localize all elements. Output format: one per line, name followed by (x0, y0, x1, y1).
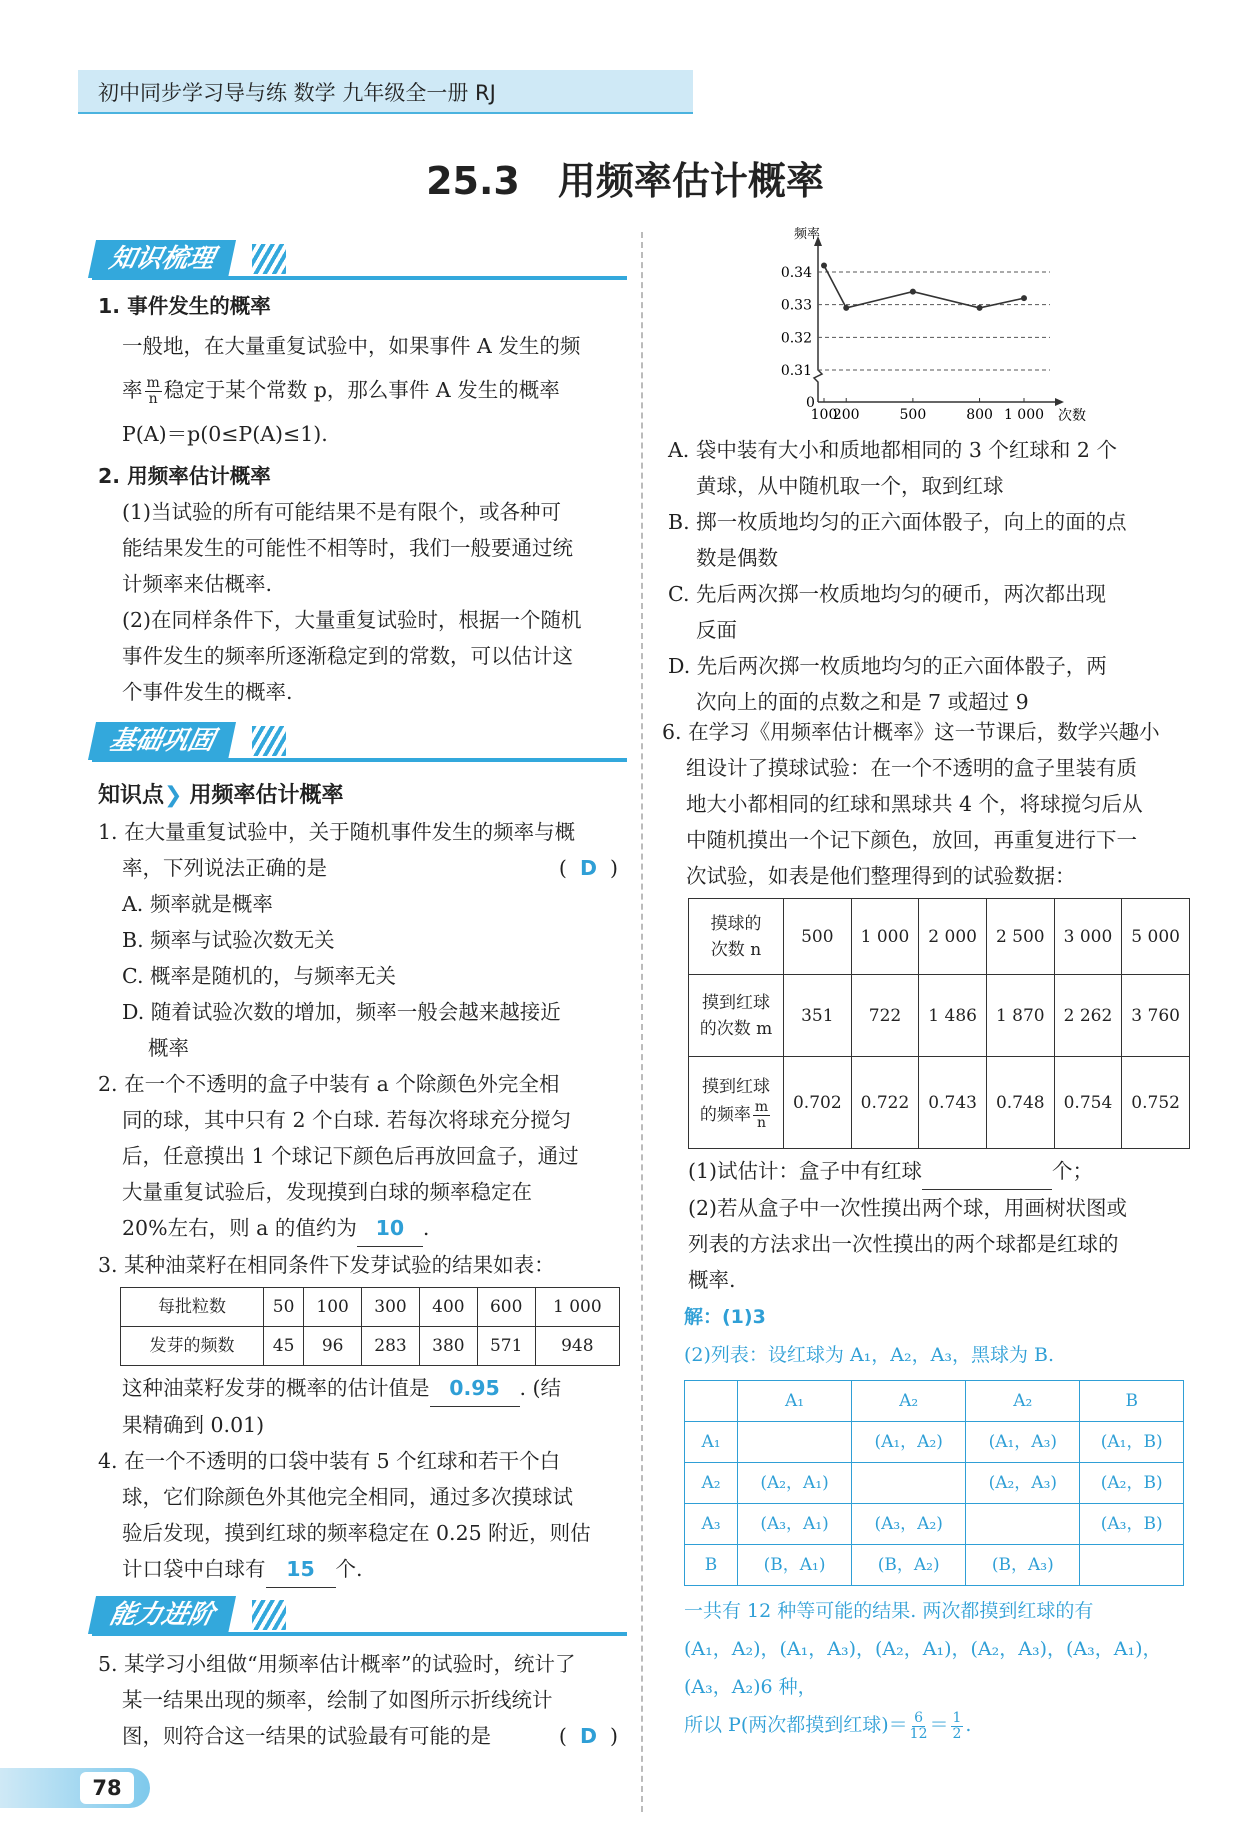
data-point (821, 262, 827, 268)
frequency-line-chart (760, 222, 1100, 432)
y-axis (814, 242, 822, 402)
q4-l1: 4. 在一个不透明的口袋中装有 5 个红球和若干个白 (98, 1449, 561, 1473)
solution-header-row: A₁ A₂ A₂ B (685, 1381, 1184, 1422)
solution-table (684, 1380, 1184, 1586)
solution-row: A₃ (A₃，A₁) (A₃，A₂) (A₃，B) (685, 1504, 1184, 1545)
q3-answer: 0.95 (430, 1370, 520, 1407)
q5-option-a: A. 袋中装有大小和质地都相同的 3 个红球和 2 个 黄球，从中随机取一个，取到红球 (668, 438, 1117, 498)
q3-row2: 发芽的频数 45 96 283 380 571 948 (121, 1327, 620, 1366)
q2-l1: 2. 在一个不透明的盒子中装有 a 个除颜色外完全相 (98, 1072, 560, 1096)
page-title: 25.3 用频率估计概率 (426, 159, 824, 203)
q6-sub2-l1: (2)若从盒子中一次性摸出两个球，用画树状图或 (688, 1196, 1128, 1220)
q1-l1: 1. 在大量重复试验中，关于随机事件发生的频率与概 (98, 820, 576, 844)
solution-c3: (A₃，A₂)6 种， (684, 1676, 817, 1698)
q1-option-c: C. 概率是随机的，与频率无关 (122, 964, 396, 988)
q3-table (120, 1287, 620, 1366)
q5-l2: 某一结果出现的频率，绘制了如图所示折线统计 (122, 1688, 553, 1712)
book-header (78, 70, 693, 114)
section-basic (92, 722, 627, 762)
solution-s2: (2)列表：设红球为 A₁，A₂，A₃，黑球为 B. (684, 1344, 1055, 1366)
section-advanced (92, 1596, 627, 1636)
q5-option-b: B. 掷一枚质地均匀的正六面体骰子，向上的面的点 数是偶数 (668, 510, 1127, 570)
data-point (977, 305, 983, 311)
q3-row1: 每批粒数 50 100 300 400 600 1 000 (121, 1288, 620, 1327)
solution-row: B (B，A₁) (B，A₂) (B，A₃) (685, 1545, 1184, 1586)
x-tick-label: 800 (966, 407, 993, 423)
x-tick-label: 200 (832, 407, 860, 423)
solution-c2: (A₁，A₂)，(A₁，A₃)，(A₂，A₁)，(A₂，A₃)，(A₃，A₁)， (684, 1638, 1162, 1660)
q1-l2: 率，下列说法正确的是 ( D ) (122, 856, 618, 880)
y-tick-label: 0.31 (780, 363, 812, 379)
q5-answer: D (579, 1724, 597, 1748)
q5-option-c: C. 先后两次掷一枚质地均匀的硬币，两次都出现 反面 (668, 582, 1106, 642)
data-point (1021, 295, 1027, 301)
q4 (98, 1443, 638, 1588)
q4-l4: 计口袋中白球有 15 个. (122, 1551, 638, 1588)
solution-row: A₂ (A₂，A₁) (A₂，A₃) (A₂，B) (685, 1463, 1184, 1504)
k1-line2: 率 $\frac{m}{n}$ 稳定于某个常数 p，那么事件 A 发生的概率 (122, 375, 560, 407)
q1-option-a: A. 频率就是概率 (122, 892, 273, 916)
q6-l4: 中随机摸出一个记下颜色，放回，再重复进行下一 (686, 828, 1137, 852)
k2-p1-l3: 计频率来估概率. (122, 572, 273, 596)
x-tick-label: 500 (899, 407, 927, 423)
q6-l3: 地大小都相同的红球和黑球共 4 个，将球搅匀后从 (686, 792, 1143, 816)
solution-c4: 所以 P(两次都摸到红球)＝ $\frac{6}{12}$ ＝ $\frac{1}{2}$ . (684, 1709, 972, 1742)
data-point (843, 305, 849, 311)
q3-l3: 果精确到 0.01) (122, 1413, 265, 1437)
q6-sub2-l2: 列表的方法求出一次性摸出的两个球都是红球的 (688, 1232, 1119, 1256)
q6 (662, 714, 1197, 1298)
k2-p2-l3: 个事件发生的概率. (122, 680, 293, 704)
q6-row3: 摸到红球 的频率 $\frac{m}{n}$ 0.702 0.722 0.743 0.748 0.754 0.752 (689, 1057, 1190, 1149)
knowledge-point: 知识点❯ 用频率估计概率 (98, 783, 344, 808)
q6-l2: 组设计了摸球试验：在一个不透明的盒子里装有质 (686, 756, 1137, 780)
q1-answer: D (579, 856, 597, 880)
q6-table (688, 898, 1190, 1149)
knowledge-block (98, 288, 633, 710)
q6-sub1: (1)试估计：盒子中有红球 个； (688, 1153, 1197, 1190)
q2 (98, 1066, 638, 1247)
q2-l2: 同的球，其中只有 2 个白球. 若每次将球充分搅匀 (122, 1108, 572, 1132)
y-tick-label: 0.34 (780, 265, 812, 281)
basic-block (98, 778, 638, 1588)
q6-row1: 摸球的 次数 n 500 1 000 2 000 2 500 3 000 5 000 (689, 899, 1190, 975)
section-knowledge-label: 知识梳理 (88, 240, 236, 278)
y-axis-label: 频率 (794, 227, 821, 242)
k1-line1: 一般地，在大量重复试验中，如果事件 A 发生的频 (122, 334, 581, 358)
q1-option-d-cont: 概率 (148, 1036, 189, 1060)
data-point (910, 289, 916, 295)
q3-l1: 3. 某种油菜籽在相同条件下发芽试验的结果如表： (98, 1253, 555, 1277)
k1-heading: 1. 事件发生的概率 (98, 294, 271, 318)
q6-l1: 6. 在学习《用频率估计概率》这一节课后，数学兴趣小 (662, 720, 1160, 744)
origin-label: 0 (806, 395, 815, 411)
k2-heading: 2. 用频率估计概率 (98, 464, 271, 488)
x-axis-arrow (1055, 398, 1064, 406)
q5-l3: 图，则符合这一结果的试验最有可能的是 ( D ) (122, 1724, 618, 1748)
q2-answer: 10 (357, 1210, 423, 1247)
q4-answer: 15 (266, 1551, 336, 1588)
x-tick-label: 100 (810, 407, 838, 423)
q3-l2: 这种油菜籽发芽的概率的估计值是 0.95 . (结 (122, 1370, 638, 1407)
section-basic-label: 基础巩固 (88, 722, 236, 760)
k1-fraction: $\frac{m}{n}$ (146, 375, 160, 407)
k2-p2-l1: (2)在同样条件下，大量重复试验时，根据一个随机 (122, 608, 582, 632)
x-tick-label: 1 000 (1003, 407, 1045, 423)
solution-c1: 一共有 12 种等可能的结果. 两次都摸到红球的有 (684, 1600, 1094, 1622)
q1 (98, 814, 638, 1066)
q5-options (668, 432, 1188, 720)
section-advanced-label: 能力进阶 (88, 1596, 236, 1634)
page-number: 78 (80, 1772, 134, 1804)
q2-l4: 大量重复试验后，发现摸到白球的频率稳定在 (122, 1180, 532, 1204)
q1-option-b: B. 频率与试验次数无关 (122, 928, 335, 952)
q2-l5: 20%左右，则 a 的值约为 10 . (122, 1210, 638, 1247)
q4-l2: 球，它们除颜色外其他完全相同，通过多次摸球试 (122, 1485, 573, 1509)
q6-row2: 摸到红球 的次数 m 351 722 1 486 1 870 2 262 3 760 (689, 975, 1190, 1057)
k1-line3: P(A)＝p(0≤P(A)≤1). (122, 422, 328, 446)
q6-l5: 次试验，如表是他们整理得到的试验数据： (686, 864, 1076, 888)
q3 (98, 1247, 638, 1443)
section-knowledge (92, 240, 627, 280)
q1-option-d: D. 随着试验次数的增加，频率一般会越来越接近 (122, 1000, 561, 1024)
solution-s1: 解：(1)3 (684, 1306, 766, 1328)
k2-p1-l2: 能结果发生的可能性不相等时，我们一般要通过统 (122, 536, 573, 560)
book-title: 初中同步学习导与练 数学 九年级全一册 RJ (98, 81, 496, 105)
q6-solution (684, 1298, 1194, 1744)
column-divider (641, 232, 643, 1812)
solution-row: A₁ (A₁，A₂) (A₁，A₃) (A₁，B) (685, 1422, 1184, 1463)
q6-sub2-l3: 概率. (688, 1268, 736, 1292)
k2-p1-l1: (1)当试验的所有可能结果不是有限个，或各种可 (122, 500, 562, 524)
q4-l3: 验后发现，摸到红球的频率稳定在 0.25 附近，则估 (122, 1521, 591, 1545)
q5 (98, 1646, 638, 1754)
q5-option-d: D. 先后两次掷一枚质地均匀的正六面体骰子，两 次向上的面的点数之和是 7 或超过 9 (668, 654, 1107, 714)
y-tick-label: 0.33 (780, 297, 812, 314)
y-tick-label: 0.32 (780, 330, 812, 347)
k2-p2-l2: 事件发生的频率所逐渐稳定到的常数，可以估计这 (122, 644, 573, 668)
q2-l3: 后，任意摸出 1 个球记下颜色后再放回盒子，通过 (122, 1144, 579, 1168)
q5-l1: 5. 某学习小组做“用频率估计概率”的试验时，统计了 (98, 1652, 576, 1676)
x-axis-label: 次数 (1058, 408, 1086, 424)
